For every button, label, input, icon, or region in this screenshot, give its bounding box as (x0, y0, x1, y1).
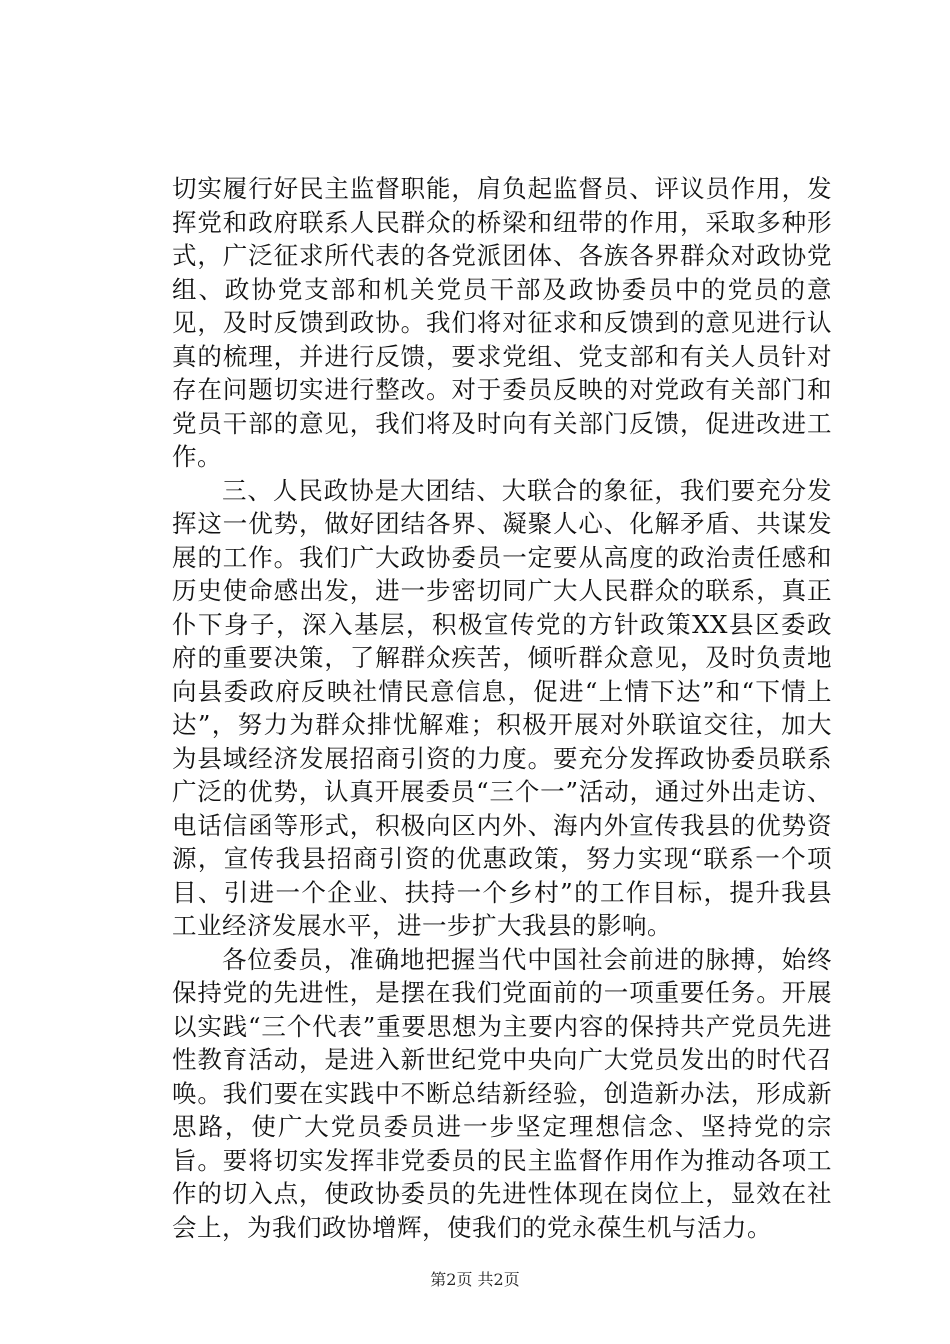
document-body (172, 172, 832, 1244)
paragraph-continuation: 切实履行好民主监督职能，肩负起监督员、评议员作用，发挥党和政府联系人民群众的桥梁和纽带的作用，采取多种形式，广泛征求所代表的各党派团体、各族各界群众对政协党组、政协党支部和机关党员干部及政协委员中的党员的意见，及时反馈到政协。我们将对征求和反馈到的意见进行认真的梳理，并进行反馈，要求党组、党支部和有关人员针对存在问题切实进行整改。对于委员反映的对党政有关部门和党员干部的意见，我们将及时向有关部门反馈，促进改进工作。 (172, 174, 832, 471)
paragraph-section-three: 三、人民政协是大团结、大联合的象征，我们要充分发挥这一优势，做好团结各界、凝聚人心、化解矛盾、共谋发展的工作。我们广大政协委员一定要从高度的政治责任感和历史使命感出发，进一步密切同广大人民群众的联系，真正仆下身子，深入基层，积极宣传党的方针政策XX县区委政府的重要决策，了解群众疾苦，倾听群众意见，及时负责地向县委政府反映社情民意信息，促进“上情下达”和“下情上达”，努力为群众排忧解难；积极开展对外联谊交往，加大为县域经济发展招商引资的力度。要充分发挥政协委员联系广泛的优势，认真开展委员“三个一”活动，通过外出走访、电话信函等形式，积极向区内外、海内外宣传我县的优势资源，宣传我县招商引资的优惠政策，努力实现“联系一个项目、引进一个企业、扶持一个乡村”的工作目标，提升我县工业经济发展水平，进一步扩大我县的影响。 (172, 475, 832, 940)
paragraph-closing: 各位委员，准确地把握当代中国社会前进的脉搏，始终保持党的先进性，是摆在我们党面前的一项重要任务。开展以实践“三个代表”重要思想为主要内容的保持共产党员先进性教育活动，是进入新世纪党中央向广大党员发出的时代召唤。我们要在实践中不断总结新经验，创造新办法，形成新思路，使广大党员委员进一步坚定理想信念、坚持党的宗旨。要将切实发挥非党委员的民主监督作用作为推动各项工作的切入点，使政协委员的先进性体现在岗位上，显效在社会上，为我们政协增辉，使我们的党永葆生机与活力。 (172, 944, 832, 1242)
page-number-footer: 第2页 共2页 (430, 1270, 520, 1289)
